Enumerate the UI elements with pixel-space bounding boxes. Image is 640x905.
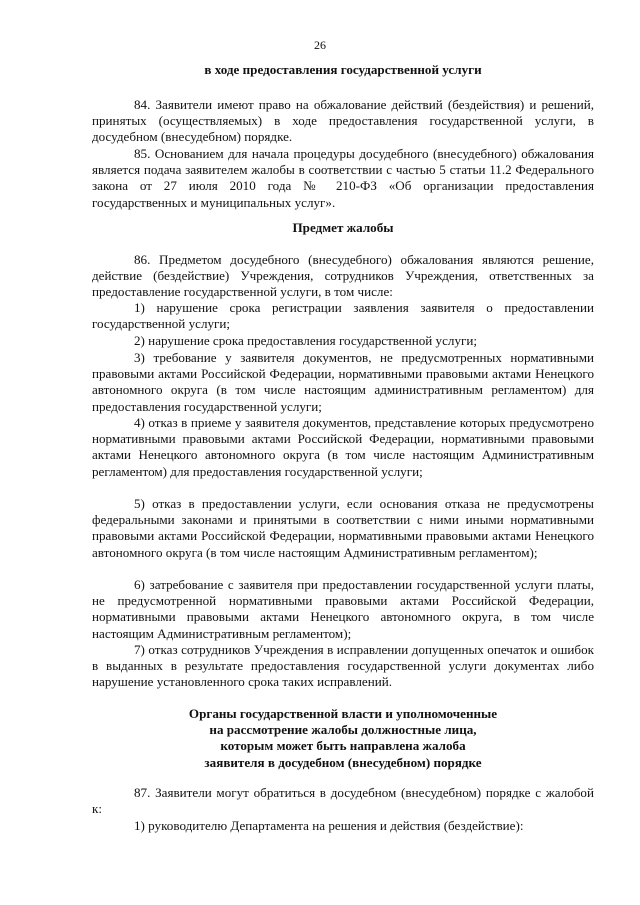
section-heading: в ходе предоставления государственной услуги: [204, 62, 482, 77]
paragraph-87-item-1-block: [92, 818, 594, 834]
item-7-block: [92, 642, 594, 691]
item-6-block: [92, 577, 594, 642]
item-2-block: [92, 333, 594, 349]
list-item: 3) требование у заявителя документов, не предусмотренных нормативными правовыми актами Российской Федерации, нормативными правовыми актами Ненецкого автономного округа (в том числе настоящим административным регламентом) для предоставления государственной услуги;: [92, 350, 594, 414]
list-item: 1) руководителю Департамента на решения и действия (бездействие):: [134, 818, 524, 833]
page-number: 26: [314, 38, 326, 52]
section-heading-subject: Предмет жалобы: [292, 220, 394, 235]
list-item: 1) нарушение срока регистрации заявления заявителя о предоставлении государственной услуги;: [92, 300, 594, 332]
paragraph-86: 86. Предметом досудебного (внесудебного) обжалования являются решение, действие (бездействие) Учреждения, сотрудников Учреждения, ответственных за предоставление государственной услуги, в том числе:: [92, 252, 594, 300]
section-heading-appeal-process: [92, 62, 594, 78]
paragraph-87: 87. Заявители могут обратиться в досудебном (внесудебном) порядке с жалобой к:: [92, 785, 594, 817]
section-heading-line: на рассмотрение жалобы должностные лица,: [209, 722, 477, 738]
paragraph-84-block: [92, 97, 594, 146]
section-heading-subject-block: [92, 220, 594, 236]
section-heading-line: заявителя в досудебном (внесудебном) порядке: [204, 754, 482, 770]
section-heading-line: которым может быть направлена жалоба: [220, 738, 466, 754]
list-item: 2) нарушение срока предоставления государственной услуги;: [134, 333, 478, 348]
item-1-block: [92, 300, 594, 332]
list-item: 6) затребование с заявителя при предоставлении государственной услуги платы, не предусмотренной нормативными правовыми актами Российской Федерации, нормативными правовыми актами Ненецкого автономного округа, в том числе настоящим Административным регламентом);: [92, 577, 594, 641]
section-heading-line: Органы государственной власти и уполномоченные: [188, 706, 498, 721]
section-heading-authorities-block: [92, 706, 594, 771]
list-item: 4) отказ в приеме у заявителя документов, представление которых предусмотрено нормативными правовыми актами Российской Федерации, нормативными правовыми актами Ненецкого автономного округа (в том числе настоящим Административным регламентом) для предоставления государственной услуги;: [92, 415, 594, 479]
paragraph-85-block: [92, 146, 594, 211]
list-item: 5) отказ в предоставлении услуги, если основания отказа не предусмотрены федеральными законами и принятыми в соответствии с ними иными нормативными правовыми актами Российской Федерации, нормативными правовыми актами Ненецкого автономного округа (в том числе настоящим Административным регламентом);: [92, 496, 594, 560]
list-item: 7) отказ сотрудников Учреждения в исправлении допущенных опечаток и ошибок в выданных в результате предоставления государственной услуги документах либо нарушение установленного срока таких исправлений.: [92, 642, 594, 690]
paragraph-86-block: [92, 252, 594, 301]
paragraph-87-block: [92, 785, 594, 817]
item-4-block: [92, 415, 594, 480]
paragraph-84: 84. Заявители имеют право на обжалование действий (бездействия) и решений, принятых (осуществляемых) в ходе предоставления государственной услуги, в досудебном (внесудебном) порядке.: [92, 97, 594, 145]
item-5-block: [92, 496, 594, 561]
item-3-block: [92, 350, 594, 415]
paragraph-85: 85. Основанием для начала процедуры досудебного (внесудебного) обжалования является подача заявителем жалобы в соответствии с частью 5 статьи 11.2 Федерального закона от 27 июля 2010 года № 210-ФЗ «Об организации предоставления государственных и муниципальных услуг».: [92, 146, 594, 210]
